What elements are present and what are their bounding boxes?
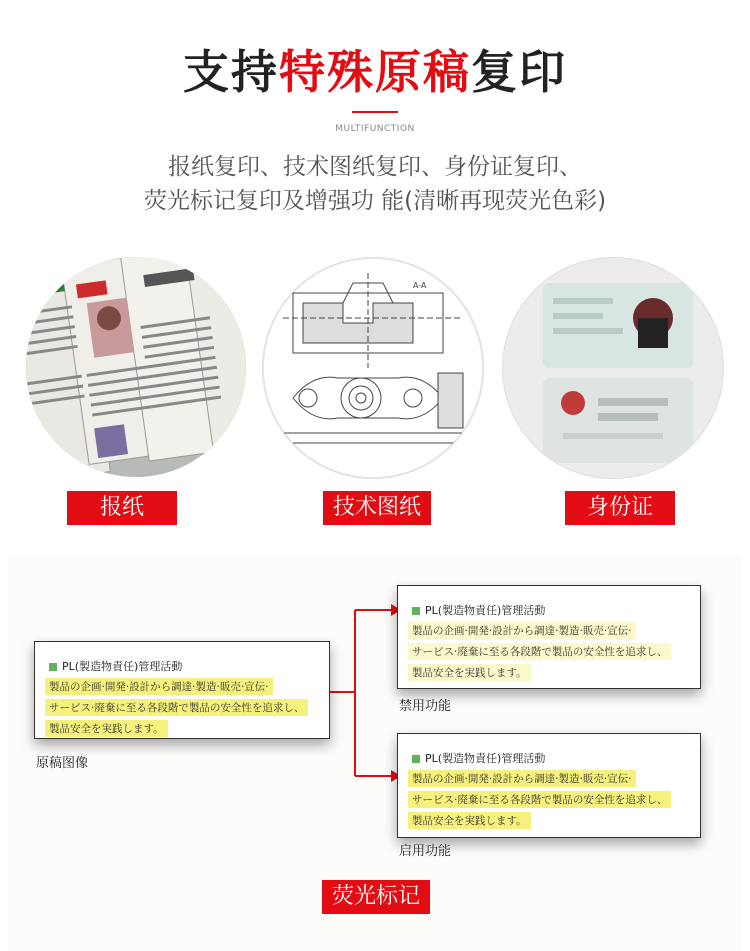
disabled-document-card [397,585,701,689]
title-prefix: 支持 [183,45,279,99]
newspaper-label: 报纸 [67,491,177,525]
doc-heading: PL(製造物責任)管理活動 [412,750,700,766]
doc-line-2: サービス·廃棄に至る各段階で製品の安全性を追求し、 [408,791,671,808]
id-card-label: 身份证 [565,491,675,525]
original-document-card [34,641,330,739]
fluorescent-label: 荧光标记 [322,880,430,914]
doc-line-3: 製品安全を実践します。 [408,812,531,829]
green-square-icon [412,607,420,615]
enabled-document-card [397,733,701,838]
doc-line-1: 製品の企画·開発·設計から調達·製造·販売·宣伝· [408,622,636,639]
doc-line-3: 製品安全を実践します。 [408,664,531,681]
original-caption: 原稿图像 [36,756,89,771]
doc-line-1: 製品の企画·開発·設計から調達·製造·販売·宣伝· [45,678,273,695]
svg-text:A-A: A-A [413,281,427,290]
description-line-2: 荧光标记复印及增强功 能(清晰再现荧光色彩) [143,188,607,214]
green-square-icon [412,755,420,763]
id-card-image [502,257,724,479]
page-title [0,42,750,102]
title-highlight: 特殊原稿 [279,45,471,99]
title-suffix: 复印 [471,45,567,99]
doc-heading: PL(製造物責任)管理活動 [49,658,329,674]
technical-drawing-label: 技术图纸 [323,491,431,525]
enabled-caption: 启用功能 [399,844,452,859]
doc-line-2: サービス·廃棄に至る各段階で製品の安全性を追求し、 [45,699,308,716]
doc-line-2: サービス·廃棄に至る各段階で製品の安全性を追求し、 [408,643,671,660]
doc-heading: PL(製造物責任)管理活動 [412,602,700,618]
newspaper-image [26,257,246,477]
subheading: MULTIFUNCTION [335,124,415,134]
description-line-1: 报纸复印、技术图纸复印、身份证复印、 [168,154,582,180]
disabled-caption: 禁用功能 [399,699,452,714]
green-square-icon [49,663,57,671]
doc-line-3: 製品安全を実践します。 [45,720,168,737]
title-divider [352,111,398,113]
connector-arrows [325,600,405,800]
doc-line-1: 製品の企画·開発·設計から調達·製造·販売·宣伝· [408,770,636,787]
technical-drawing-image [262,257,484,479]
